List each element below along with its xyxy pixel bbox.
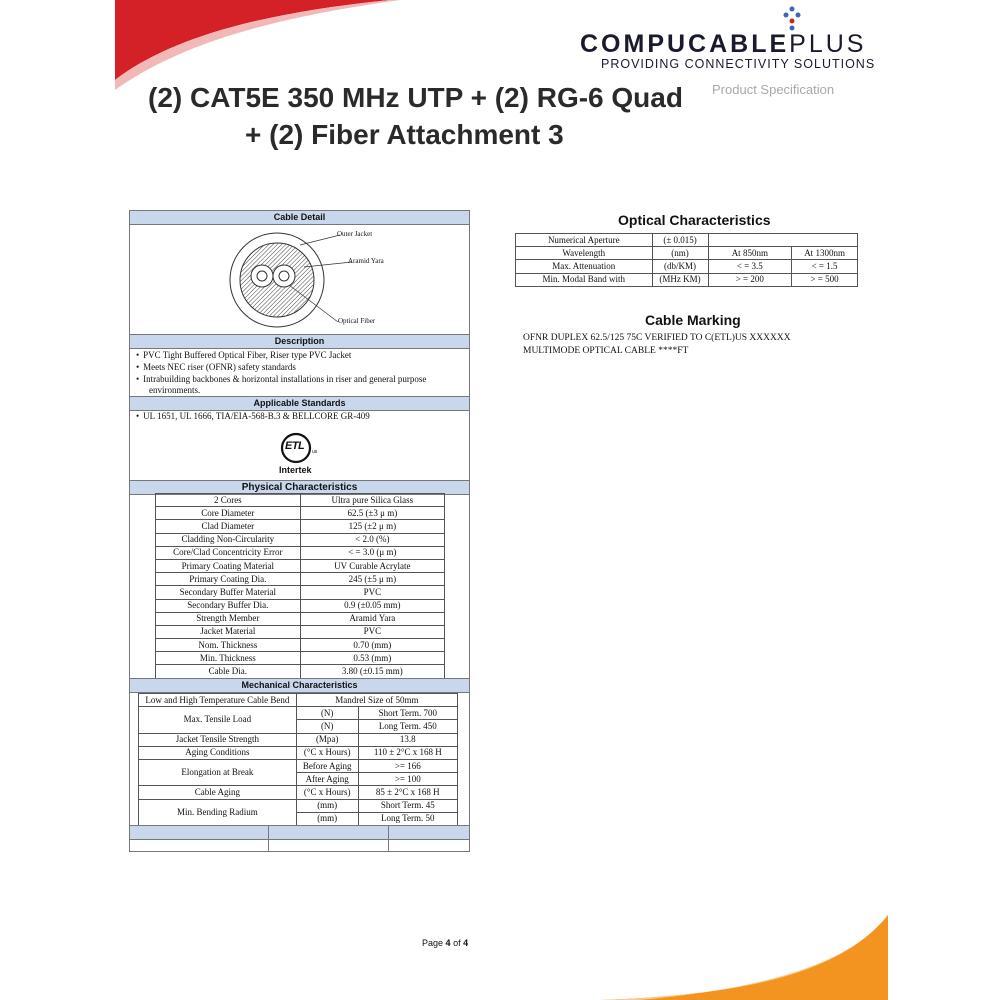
table-cell: (N) — [296, 707, 358, 720]
orange-swoosh-decoration — [600, 915, 1000, 1000]
table-cell: 245 (±5 μ m) — [300, 573, 444, 586]
table-cell: 125 (±2 μ m) — [300, 520, 444, 533]
optical-characteristics-table — [515, 233, 858, 287]
table-cell: Primary Coating Dia. — [156, 573, 301, 586]
table-cell: (MHz KM) — [652, 273, 708, 286]
etl-intertek-logo — [276, 431, 322, 477]
table-cell: Cable Aging — [139, 786, 297, 799]
table-cell: 62.5 (±3 μ m) — [300, 507, 444, 520]
table-cell: UV Curable Acrylate — [300, 559, 444, 572]
table-cell: Core Diameter — [156, 507, 301, 520]
physical-characteristics-table — [155, 493, 445, 679]
table-row — [156, 665, 445, 678]
table-cell: Short Term. 700 — [358, 707, 457, 720]
table-cell: < = 3.0 (μ m) — [300, 546, 444, 559]
table-row — [139, 733, 458, 746]
table-cell: (db/KM) — [652, 260, 708, 273]
table-cell: Aging Conditions — [139, 746, 297, 759]
table-cell: Jacket Material — [156, 625, 301, 638]
table-row — [516, 234, 858, 247]
table-cell: 0.70 (mm) — [300, 639, 444, 652]
page-total: 4 — [463, 938, 469, 948]
table-cell: After Aging — [296, 773, 358, 786]
table-row — [139, 786, 458, 799]
product-specification-label: Product Specification — [712, 82, 835, 97]
table-cell: Primary Coating Material — [156, 559, 301, 572]
optical-fiber-callout: Optical Fiber — [338, 317, 376, 325]
table-cell: Core/Clad Concentricity Error — [156, 546, 301, 559]
table-cell: Jacket Tensile Strength — [139, 733, 297, 746]
table-row — [139, 799, 458, 812]
optical-characteristics-heading: Optical Characteristics — [618, 212, 771, 228]
table-cell: Short Term. 45 — [358, 799, 457, 812]
table-cell: Wavelength — [516, 247, 653, 260]
brand-tagline: PROVIDING CONNECTIVITY SOLUTIONS — [601, 57, 876, 71]
table-row — [156, 586, 445, 599]
table-row — [156, 507, 445, 520]
table-cell: < = 3.5 — [708, 260, 792, 273]
page-title-line-2: + (2) Fiber Attachment 3 — [245, 119, 564, 150]
table-cell: 85 ± 2°C x 168 H — [358, 786, 457, 799]
table-row — [156, 573, 445, 586]
table-cell: Numerical Aperture — [516, 234, 653, 247]
cable-detail-heading: Cable Detail — [130, 210, 469, 225]
table-cell: (mm) — [296, 812, 358, 825]
table-row — [156, 625, 445, 638]
table-cell: (mm) — [296, 799, 358, 812]
brand-dots-icon — [780, 6, 804, 32]
brand-name-bold: COMPUCABLE — [580, 30, 790, 58]
table-row — [156, 599, 445, 612]
table-cell: 0.9 (±0.05 mm) — [300, 599, 444, 612]
table-cell: Cable Dia. — [156, 665, 301, 678]
table-cell: (N) — [296, 720, 358, 733]
table-cell: >= 100 — [358, 773, 457, 786]
table-cell: Min. Modal Band with — [516, 273, 653, 286]
table-row — [139, 746, 458, 759]
table-row — [516, 247, 858, 260]
page-title-line-1: (2) CAT5E 350 MHz UTP + (2) RG-6 Quad — [148, 82, 683, 113]
table-cell: > = 200 — [708, 273, 792, 286]
table-row — [156, 533, 445, 546]
table-row — [156, 559, 445, 572]
table-cell: Min. Bending Radium — [139, 799, 297, 825]
table-cell: Clad Diameter — [156, 520, 301, 533]
table-cell: (nm) — [652, 247, 708, 260]
outer-jacket-callout: Outer Jacket — [337, 230, 373, 238]
table-cell: PVC — [300, 586, 444, 599]
empty-header-band — [130, 825, 469, 840]
page-word: Page — [422, 938, 444, 948]
divider — [388, 825, 389, 851]
table-cell: Min. Thickness — [156, 652, 301, 665]
brand-logo — [580, 30, 866, 59]
table-row — [516, 260, 858, 273]
page-number: 4 — [445, 938, 451, 948]
divider — [268, 825, 269, 851]
table-cell: < 2.0 (%) — [300, 533, 444, 546]
table-row — [156, 639, 445, 652]
table-cell: Mandrel Size of 50mm — [296, 694, 457, 707]
applicable-standards-heading: Applicable Standards — [130, 396, 469, 411]
table-cell: > = 500 — [792, 273, 858, 286]
etl-letters: ETL — [285, 440, 305, 452]
table-row — [516, 273, 858, 286]
etl-us-mark: us — [312, 449, 318, 455]
table-cell — [708, 234, 858, 247]
aramid-callout: Aramid Yara — [348, 257, 384, 265]
table-cell: Max. Tensile Load — [139, 707, 297, 733]
table-row — [156, 652, 445, 665]
table-cell: (°C x Hours) — [296, 746, 358, 759]
description-heading: Description — [130, 334, 469, 349]
table-cell: Low and High Temperature Cable Bend — [139, 694, 297, 707]
table-cell: At 850nm — [708, 247, 792, 260]
table-cell: At 1300nm — [792, 247, 858, 260]
table-row — [156, 612, 445, 625]
page-footer — [422, 938, 468, 948]
table-cell: (Mpa) — [296, 733, 358, 746]
table-cell: Strength Member — [156, 612, 301, 625]
standards-text: • UL 1651, UL 1666, TIA/EIA-568-B.3 & BELLCORE GR-409 — [136, 411, 466, 422]
table-cell: 0.53 (mm) — [300, 652, 444, 665]
description-bullet: • Intrabuilding backbones & horizontal installations in riser and general purpose — [136, 374, 466, 385]
table-cell: Ultra pure Silica Glass — [300, 494, 444, 507]
table-cell: >= 166 — [358, 759, 457, 772]
table-cell: Secondary Buffer Dia. — [156, 599, 301, 612]
table-cell: Aramid Yara — [300, 612, 444, 625]
physical-characteristics-heading: Physical Characteristics — [130, 480, 469, 495]
cable-marking-line-2: MULTIMODE OPTICAL CABLE ****FT — [523, 346, 689, 356]
table-cell: Secondary Buffer Material — [156, 586, 301, 599]
table-cell: Before Aging — [296, 759, 358, 772]
cable-marking-line-1: OFNR DUPLEX 62.5/125 75C VERIFIED TO C(ETL)US XXXXXX — [523, 333, 791, 343]
intertek-wordmark: Intertek — [279, 465, 312, 475]
table-cell: Long Term. 450 — [358, 720, 457, 733]
table-cell: (°C x Hours) — [296, 786, 358, 799]
description-bullet-continued: environments. — [149, 385, 201, 395]
spec-box — [129, 210, 470, 852]
description-bullet: • Meets NEC riser (OFNR) safety standards — [136, 362, 466, 373]
table-cell: Nom. Thickness — [156, 639, 301, 652]
mechanical-characteristics-heading: Mechanical Characteristics — [130, 678, 469, 693]
brand-name-plus: PLUS — [789, 30, 867, 58]
table-row — [156, 520, 445, 533]
table-cell: (± 0.015) — [652, 234, 708, 247]
table-cell: Cladding Non-Circularity — [156, 533, 301, 546]
table-cell: Long Term. 50 — [358, 812, 457, 825]
table-row — [156, 494, 445, 507]
of-word: of — [453, 938, 461, 948]
table-cell: Elongation at Break — [139, 759, 297, 785]
table-cell: Max. Attenuation — [516, 260, 653, 273]
mechanical-characteristics-table — [138, 693, 458, 826]
table-row — [139, 759, 458, 772]
table-cell: < = 1.5 — [792, 260, 858, 273]
table-cell: 110 ± 2°C x 168 H — [358, 746, 457, 759]
table-cell: PVC — [300, 625, 444, 638]
table-cell: 3.80 (±0.15 mm) — [300, 665, 444, 678]
description-bullet: • PVC Tight Buffered Optical Fiber, Riser type PVC Jacket — [136, 350, 466, 361]
table-row — [156, 546, 445, 559]
table-cell: 2 Cores — [156, 494, 301, 507]
table-row — [139, 694, 458, 707]
table-row — [139, 707, 458, 720]
cable-marking-heading: Cable Marking — [645, 312, 741, 328]
table-cell: 13.8 — [358, 733, 457, 746]
